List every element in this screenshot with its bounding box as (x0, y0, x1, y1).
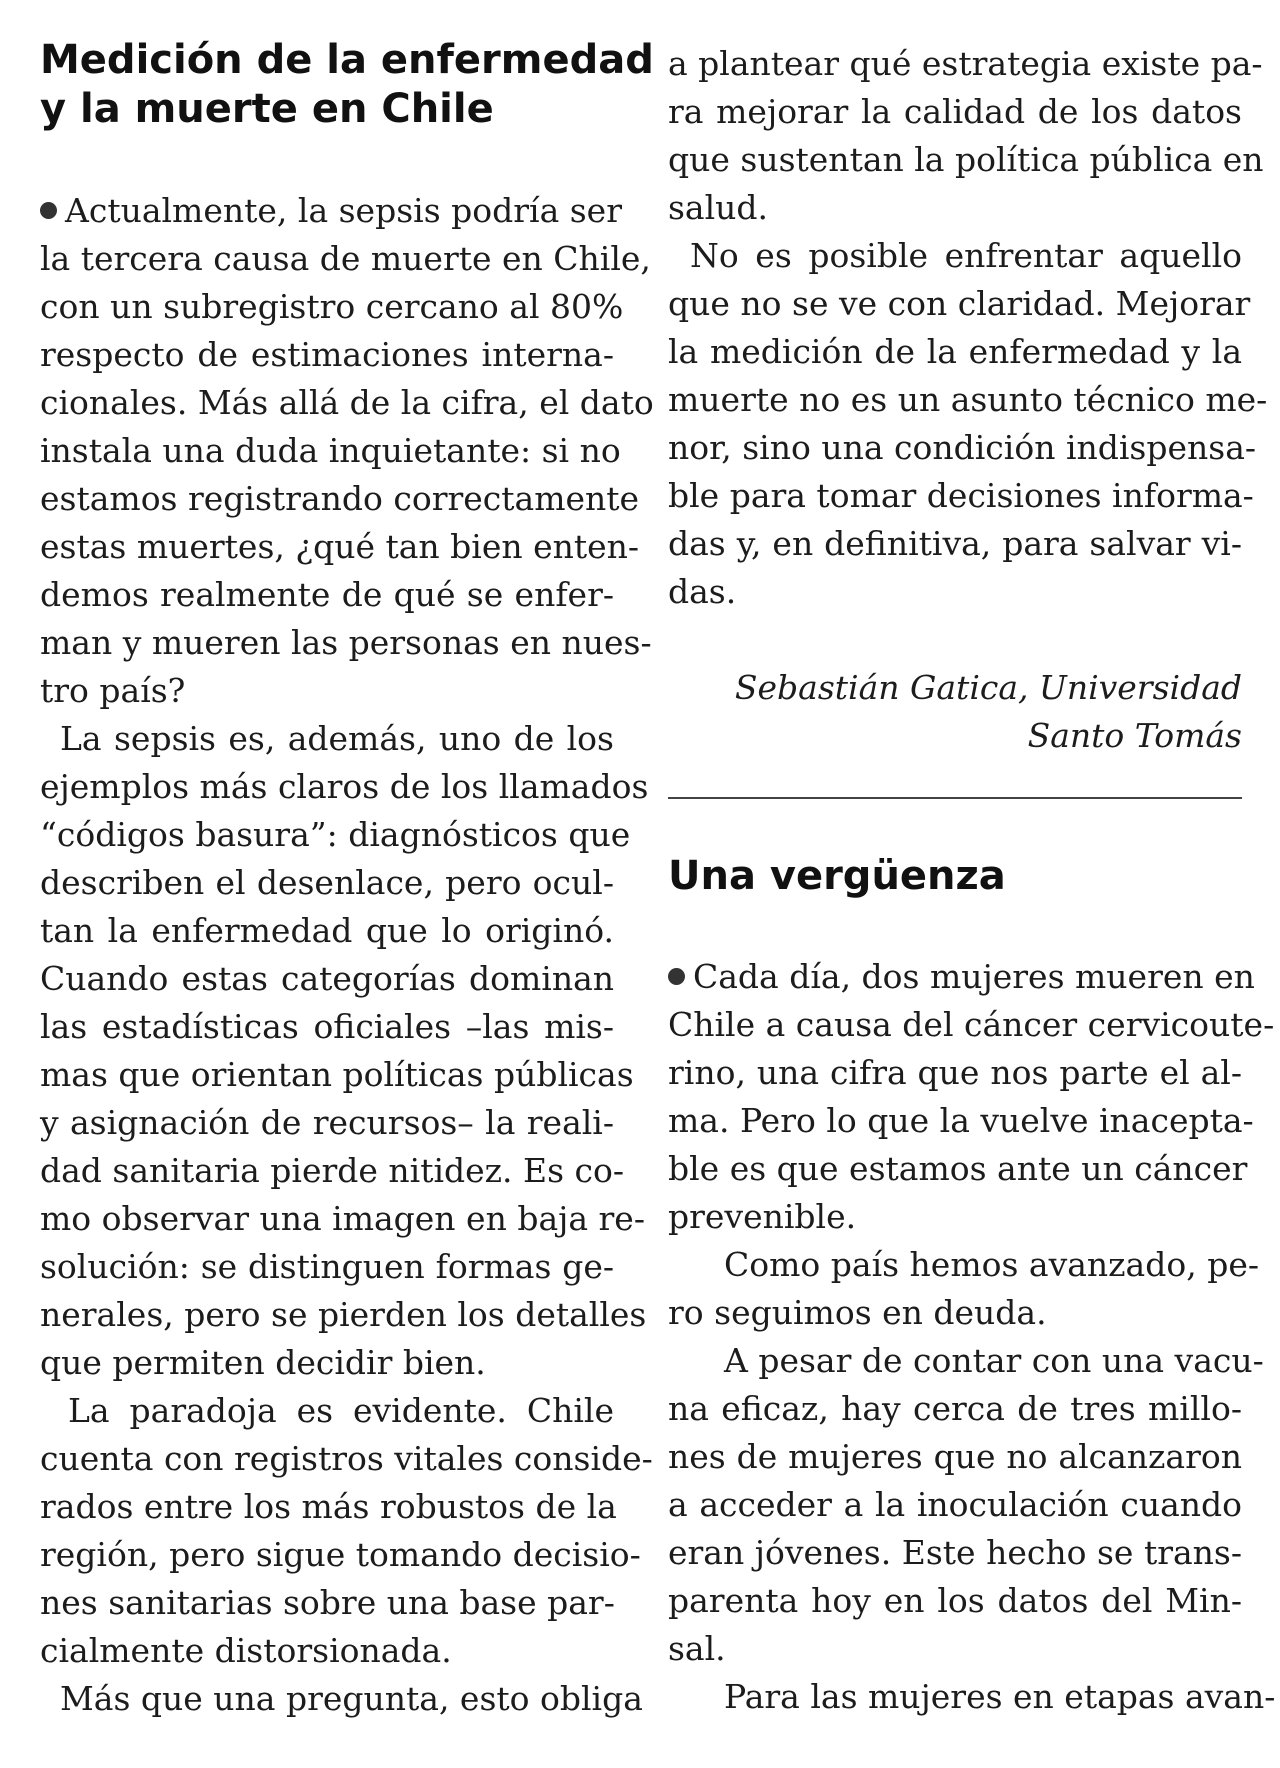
body-line: tan la enfermedad que lo originó. (40, 911, 614, 950)
body-line: nes de mujeres que no alcanzaron (668, 1437, 1242, 1476)
body-line: Para las mujeres en etapas avan- (724, 1677, 1276, 1716)
body-line: Más que una pregunta, esto obliga (60, 1679, 643, 1718)
body-line: La paradoja es evidente. Chile (68, 1391, 614, 1430)
body-line: Como país hemos avanzado, pe- (724, 1245, 1259, 1284)
bullet-icon (668, 968, 685, 985)
body-line: das. (668, 572, 737, 611)
second-headline: Una vergüenza (668, 853, 1006, 899)
body-line: cionales. Más allá de la cifra, el dato (40, 383, 654, 422)
body-line: respecto de estimaciones interna- (40, 335, 614, 374)
body-line: la medición de la enfermedad y la (668, 332, 1242, 371)
body-line: na eficaz, hay cerca de tres millo- (668, 1389, 1242, 1428)
body-line: que sustentan la política pública en (668, 140, 1264, 179)
body-line: Actualmente, la sepsis podría ser (40, 187, 614, 235)
body-line: La sepsis es, además, uno de los (60, 719, 614, 758)
body-line: cialmente distorsionada. (40, 1631, 452, 1670)
body-line: “códigos basura”: diagnósticos que (40, 815, 631, 854)
body-line: mo observar una imagen en baja re- (40, 1199, 645, 1238)
body-line: ra mejorar la calidad de los datos (668, 92, 1242, 131)
body-line: muerte no es un asunto técnico me- (668, 380, 1268, 419)
body-line: parenta hoy en los datos del Min- (668, 1581, 1242, 1620)
body-line: mas que orientan políticas públicas (40, 1055, 634, 1094)
body-line: ble es que estamos ante un cáncer (668, 1149, 1248, 1188)
body-line: con un subregistro cercano al 80% (40, 287, 624, 326)
body-line: das y, en definitiva, para salvar vi- (668, 524, 1242, 563)
bullet-icon (40, 202, 57, 219)
body-line: solución: se distinguen formas ge- (40, 1247, 614, 1286)
body-line: a plantear qué estrategia existe pa- (668, 44, 1263, 83)
body-line: demos realmente de qué se enfer- (40, 575, 614, 614)
body-line: Chile a causa del cáncer cervicoute- (668, 1005, 1275, 1044)
body-line: estas muertes, ¿qué tan bien enten- (40, 527, 640, 566)
body-line: Cada día, dos mujeres mueren en (668, 953, 1242, 1001)
body-line: Cuando estas categorías dominan (40, 959, 614, 998)
body-line: nes sanitarias sobre una base par- (40, 1583, 615, 1622)
body-line: región, pero sigue tomando decisio- (40, 1535, 641, 1574)
body-line: tro país? (40, 671, 186, 710)
body-line: man y mueren las personas en nues- (40, 623, 652, 662)
body-line: eran jóvenes. Este hecho se trans- (668, 1533, 1242, 1572)
headline-line: Medición de la enfermedad (40, 37, 654, 83)
body-line: nerales, pero se pierden los detalles (40, 1295, 647, 1334)
body-line: salud. (668, 188, 769, 227)
body-line: describen el desenlace, pero ocul- (40, 863, 614, 902)
body-line: cuenta con registros vitales conside- (40, 1439, 653, 1478)
body-line: y asignación de recursos– la reali- (40, 1103, 614, 1142)
body-line: No es posible enfrentar aquello (690, 236, 1242, 275)
signature-line: Sebastián Gatica, Universidad (734, 668, 1242, 707)
body-line: rino, una cifra que nos parte el al- (668, 1053, 1242, 1092)
body-line: las estadísticas oficiales –las mis- (40, 1007, 614, 1046)
body-line: sal. (668, 1629, 726, 1668)
body-line: a acceder a la inoculación cuando (668, 1485, 1242, 1524)
body-line: ro seguimos en deuda. (668, 1293, 1047, 1332)
body-line: rados entre los más robustos de la (40, 1487, 617, 1526)
body-line: ejemplos más claros de los llamados (40, 767, 649, 806)
signature-line: Santo Tomás (1027, 716, 1242, 755)
body-line: ma. Pero lo que la vuelve inacepta- (668, 1101, 1254, 1140)
section-divider (668, 797, 1242, 799)
body-line: que no se ve con claridad. Mejorar (668, 284, 1251, 323)
body-line: que permiten decidir bien. (40, 1343, 486, 1382)
body-line: ble para tomar decisiones informa- (668, 476, 1254, 515)
body-line: nor, sino una condición indispensa- (668, 428, 1257, 467)
body-line: prevenible. (668, 1197, 857, 1236)
body-line: estamos registrando correctamente (40, 479, 640, 518)
body-line: instala una duda inquietante: si no (40, 431, 621, 470)
body-line: dad sanitaria pierde nitidez. Es co- (40, 1151, 625, 1190)
headline-line: y la muerte en Chile (40, 86, 494, 132)
body-line: A pesar de contar con una vacu- (724, 1341, 1264, 1380)
body-line: la tercera causa de muerte en Chile, (40, 239, 651, 278)
